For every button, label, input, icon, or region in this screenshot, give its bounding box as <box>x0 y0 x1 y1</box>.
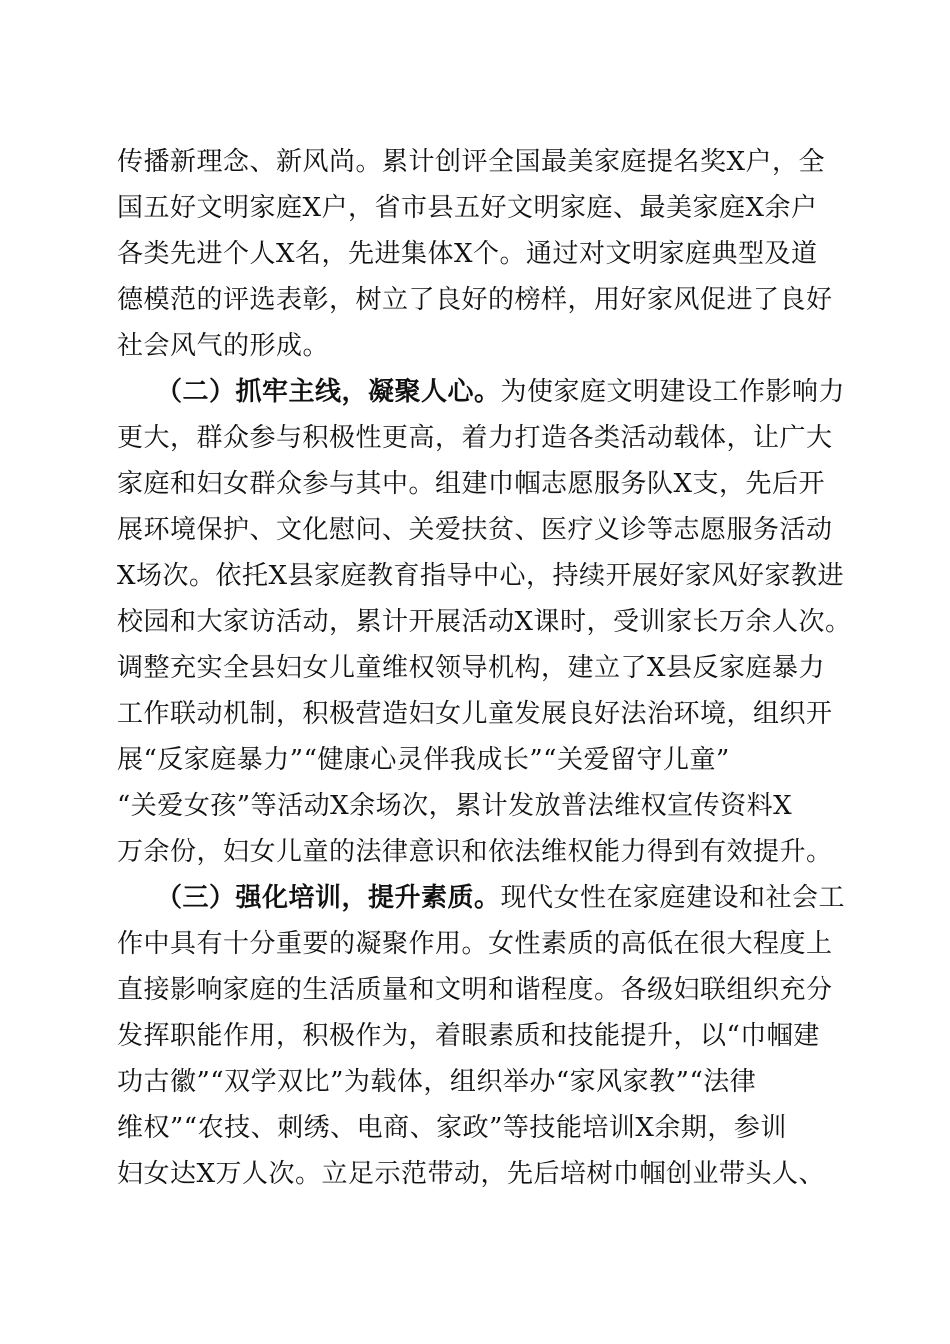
section-2-first-line <box>156 374 846 410</box>
section-3-heading: （三）强化培训，提升素质。 <box>156 883 501 913</box>
body-line: 功古徽”“双学双比”为载体，组织举办“家风家教”“法律 <box>117 1067 757 1097</box>
body-line: 维权”“农技、刺绣、电商、家政”等技能培训Ⅹ余期，参训 <box>117 1113 787 1143</box>
body-line: 各类先进个人Ⅹ名，先进集体Ⅹ个。通过对文明家庭典型及道 <box>117 239 818 269</box>
body-line: 发挥职能作用，积极作为，着眼素质和技能提升，以“巾帼建 <box>117 1021 820 1051</box>
body-line: 妇女达Ⅹ万人次。立足示范带动，先后培树巾帼创业带头人、 <box>117 1159 826 1189</box>
body-line: 家庭和妇女群众参与其中。组建巾帼志愿服务队Ⅹ支，先后开 <box>117 469 826 499</box>
body-line: 展环境保护、文化慰问、关爱扶贫、医疗义诊等志愿服务活动 <box>117 515 833 545</box>
body-line: 社会风气的形成。 <box>117 331 330 361</box>
body-line: 更大，群众参与积极性更高，着力打造各类活动载体，让广大 <box>117 423 833 453</box>
body-line: 德模范的评选表彰，树立了良好的榜样，用好家风促进了良好 <box>117 285 833 315</box>
section-2-heading: （二）抓牢主线，凝聚人心。 <box>156 377 501 407</box>
body-line: 展“反家庭暴力”“健康心灵伴我成长”“关爱留守儿童” <box>117 745 730 775</box>
body-line: 直接影响家庭的生活质量和文明和谐程度。各级妇联组织充分 <box>117 975 833 1005</box>
body-line: 工作联动机制，积极营造妇女儿童发展良好法治环境，组织开 <box>117 699 833 729</box>
section-3-first-line <box>156 880 846 916</box>
body-line: 调整充实全县妇女儿童维权领导机构，建立了Ⅹ县反家庭暴力 <box>117 653 826 683</box>
body-line: Ⅹ场次。依托Ⅹ县家庭教育指导中心，持续开展好家风好家教进 <box>117 561 845 591</box>
body-line: 万余份，妇女儿童的法律意识和依法维权能力得到有效提升。 <box>117 837 833 867</box>
body-line: 作中具有十分重要的凝聚作用。女性素质的高低在很大程度上 <box>117 929 833 959</box>
body-line: 国五好文明家庭Ⅹ户，省市县五好文明家庭、最美家庭Ⅹ余户 <box>117 193 818 223</box>
body-line: 校园和大家访活动，累计开展活动Ⅹ课时，受训家长万余人次。 <box>117 607 852 637</box>
section-3-first-text: 现代女性在家庭建设和社会工 <box>500 883 846 913</box>
body-line: “关爱女孩”等活动Ⅹ余场次，累计发放普法维权宣传资料Ⅹ <box>117 791 793 821</box>
body-line: 传播新理念、新风尚。累计创评全国最美家庭提名奖Ⅹ户，全 <box>117 147 826 177</box>
section-2-first-text: 为使家庭文明建设工作影响力 <box>500 377 846 407</box>
